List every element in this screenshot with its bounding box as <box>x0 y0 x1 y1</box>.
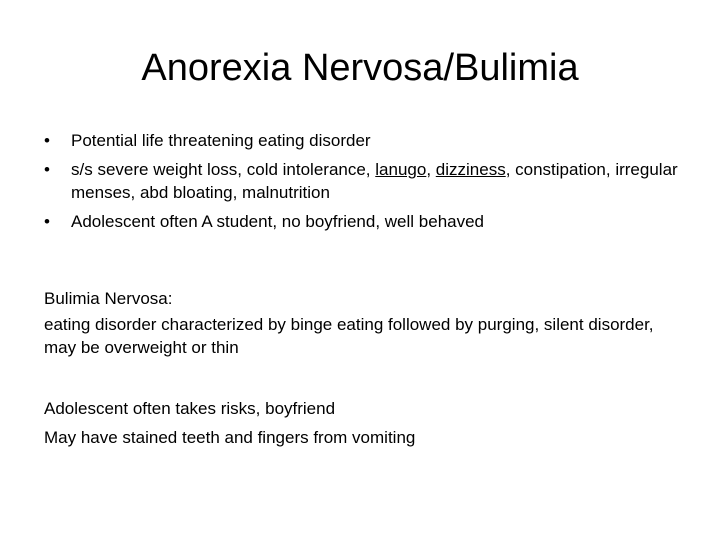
bullet-dot-icon: • <box>44 160 50 179</box>
bullet-item <box>44 129 684 152</box>
bulimia-traits-section <box>44 394 684 452</box>
traits-line-2: May have stained teeth and fingers from vomiting <box>44 428 416 447</box>
bullet-text-pre: s/s severe weight loss, cold intolerance, <box>71 160 376 179</box>
bullet-item <box>44 158 684 204</box>
slide-title: Anorexia Nervosa/Bulimia <box>141 47 579 89</box>
bullet-text-mid: , <box>426 160 436 179</box>
bullet-text-post: , constipation, irregular menses, abd bloating, malnutrition <box>71 160 678 202</box>
traits-line-1: Adolescent often takes risks, boyfriend <box>44 399 336 418</box>
bullet-text: Adolescent often A student, no boyfriend, well behaved <box>71 212 485 231</box>
dizziness-underlined-term: dizziness <box>435 160 506 179</box>
bullet-dot-icon: • <box>44 131 50 150</box>
lanugo-underlined-term: lanugo <box>375 160 427 179</box>
bullet-dot-icon: • <box>44 212 50 231</box>
bulimia-description: eating disorder characterized by binge eating followed by purging, silent disorder, may be overweight or thin <box>44 315 654 357</box>
bulimia-section <box>44 284 684 359</box>
bulimia-heading: Bulimia Nervosa: <box>44 289 173 308</box>
bullet-text: Potential life threatening eating disorder <box>71 131 371 150</box>
anorexia-bullet-list <box>44 129 684 239</box>
bullet-item <box>44 210 684 233</box>
